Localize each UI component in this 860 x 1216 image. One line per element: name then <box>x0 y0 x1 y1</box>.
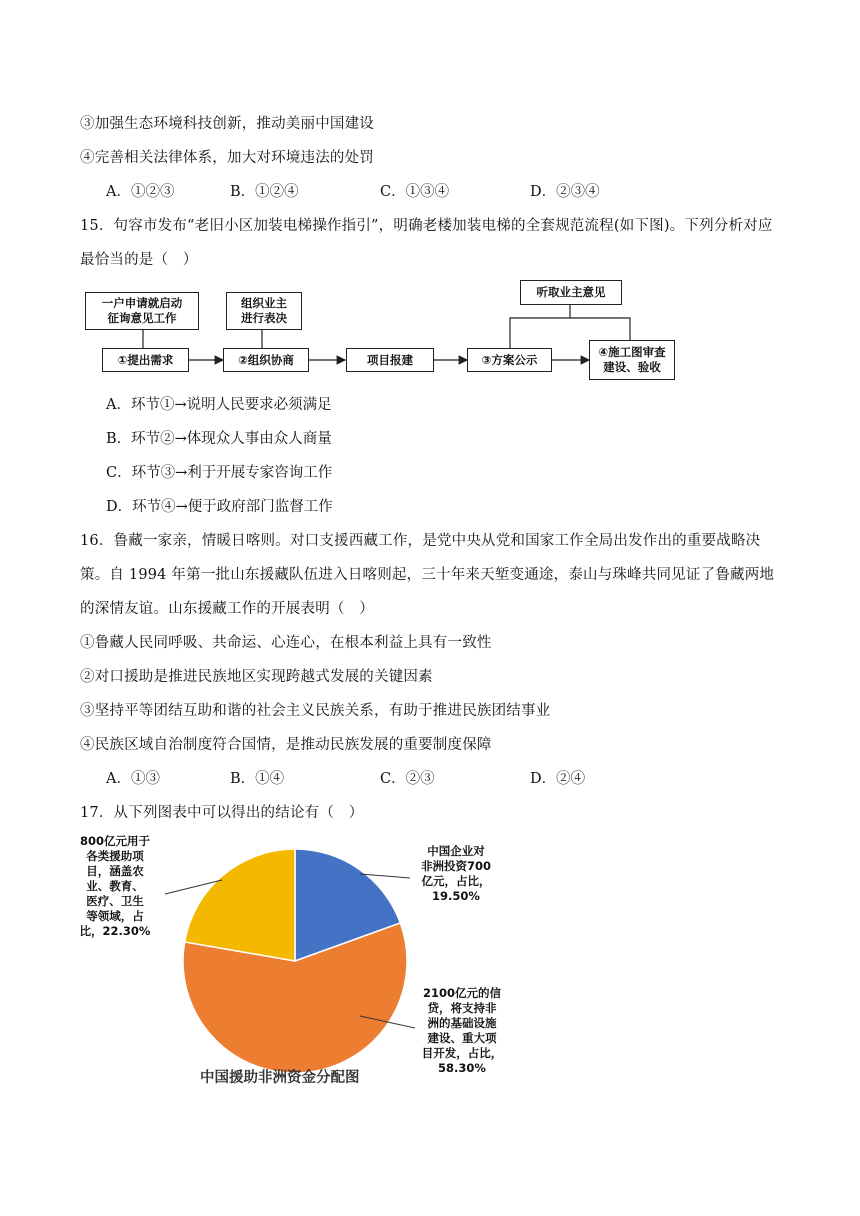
option-text: ②③④ <box>556 184 600 200</box>
q16-item-4: ④民族区域自治制度符合国情，是推动民族发展的重要制度保障 <box>80 737 492 753</box>
q16-stem-line2: 策。自 1994 年第一批山东援藏队伍进入日喀则起，三十年来天堑变通途，泰山与珠峰共同见证了鲁藏两地 <box>80 567 775 583</box>
q15-option-d[interactable]: D．环节④→便于政府部门监督工作 <box>106 499 333 515</box>
q15-option-c[interactable]: C．环节③→利于开展专家咨询工作 <box>106 465 333 481</box>
q16-option-d[interactable] <box>530 767 585 788</box>
q14-item-3: ③加强生态环境科技创新，推动美丽中国建设 <box>80 116 374 132</box>
option-letter: A． <box>106 184 131 200</box>
q15-stem-line2: 最恰当的是（ ） <box>80 252 198 268</box>
flow-step1: ①提出需求 <box>102 348 189 372</box>
q17-stem: 17．从下列图表中可以得出的结论有（ ） <box>80 805 364 821</box>
pie-label-investment: 中国企业对 非洲投资700 亿元，占比， 19.50% <box>420 844 491 903</box>
option-letter: C． <box>380 184 406 200</box>
q16-stem-line3: 的深情友谊。山东援藏工作的开展表明（ ） <box>80 601 374 617</box>
flow-step5: ④施工图审查 建设、验收 <box>589 340 675 380</box>
pie-label-credit: 2100亿元的信 贷，将支持非 洲的基础设施 建设、重大项 目开发，占比， 58.30% <box>421 986 503 1075</box>
q16-option-a[interactable] <box>106 767 160 788</box>
option-letter: D． <box>530 184 557 200</box>
q16-option-c[interactable] <box>380 767 435 788</box>
option-letter: C． <box>380 771 406 787</box>
pie-chart <box>60 828 580 1098</box>
option-letter: A． <box>106 771 131 787</box>
option-letter: D． <box>530 771 557 787</box>
flow-step4: ③方案公示 <box>467 348 552 372</box>
flow-box-top1: 一户申请就启动 征询意见工作 <box>85 292 199 330</box>
q14-item-4: ④完善相关法律体系，加大对环境违法的处罚 <box>80 150 374 166</box>
pie-label-grants: 800亿元用于 各类援助项 目，涵盖农 业、教育、 医疗、卫生 等领域，占 比，22.30% <box>79 834 151 938</box>
pie-slice-grants <box>185 849 295 961</box>
option-text: ②④ <box>556 771 586 787</box>
flow-box-top3: 听取业主意见 <box>520 280 622 305</box>
q15-flowchart <box>85 280 705 380</box>
option-text: ①②④ <box>255 184 299 200</box>
q14-option-a[interactable] <box>106 180 174 201</box>
option-text: ①③④ <box>405 184 450 200</box>
flow-step2: ②组织协商 <box>223 348 309 372</box>
option-text: ①④ <box>255 771 285 787</box>
q16-item-2: ②对口援助是推进民族地区实现跨越式发展的关键因素 <box>80 669 433 685</box>
q15-option-a[interactable]: A．环节①→说明人民要求必须满足 <box>106 397 332 413</box>
flow-box-top2: 组织业主 进行表决 <box>226 292 302 330</box>
option-letter: B． <box>230 184 256 200</box>
q14-option-b[interactable] <box>230 180 299 201</box>
pie-title: 中国援助非洲资金分配图 <box>200 1070 360 1086</box>
q14-option-d[interactable] <box>530 180 600 201</box>
option-text: ①③ <box>130 771 160 787</box>
q14-option-c[interactable] <box>380 180 449 201</box>
q15-stem-line1: 15．句容市发布“老旧小区加装电梯操作指引”，明确老楼加装电梯的全套规范流程(如下图)。下列分析对应 <box>80 218 773 234</box>
q16-stem-line1: 16．鲁藏一家亲，情暖日喀则。对口支援西藏工作，是党中央从党和国家工作全局出发作出的重要战略决 <box>80 533 761 549</box>
q16-item-3: ③坚持平等团结互助和谐的社会主义民族关系，有助于推进民族团结事业 <box>80 703 551 719</box>
q16-option-b[interactable] <box>230 767 284 788</box>
q15-option-b[interactable]: B．环节②→体现众人事由众人商量 <box>106 431 332 447</box>
option-text: ①②③ <box>130 184 175 200</box>
option-letter: B． <box>230 771 256 787</box>
flow-step3: 项目报建 <box>346 348 434 372</box>
option-text: ②③ <box>405 771 435 787</box>
q16-item-1: ①鲁藏人民同呼吸、共命运、心连心，在根本利益上具有一致性 <box>80 635 492 651</box>
